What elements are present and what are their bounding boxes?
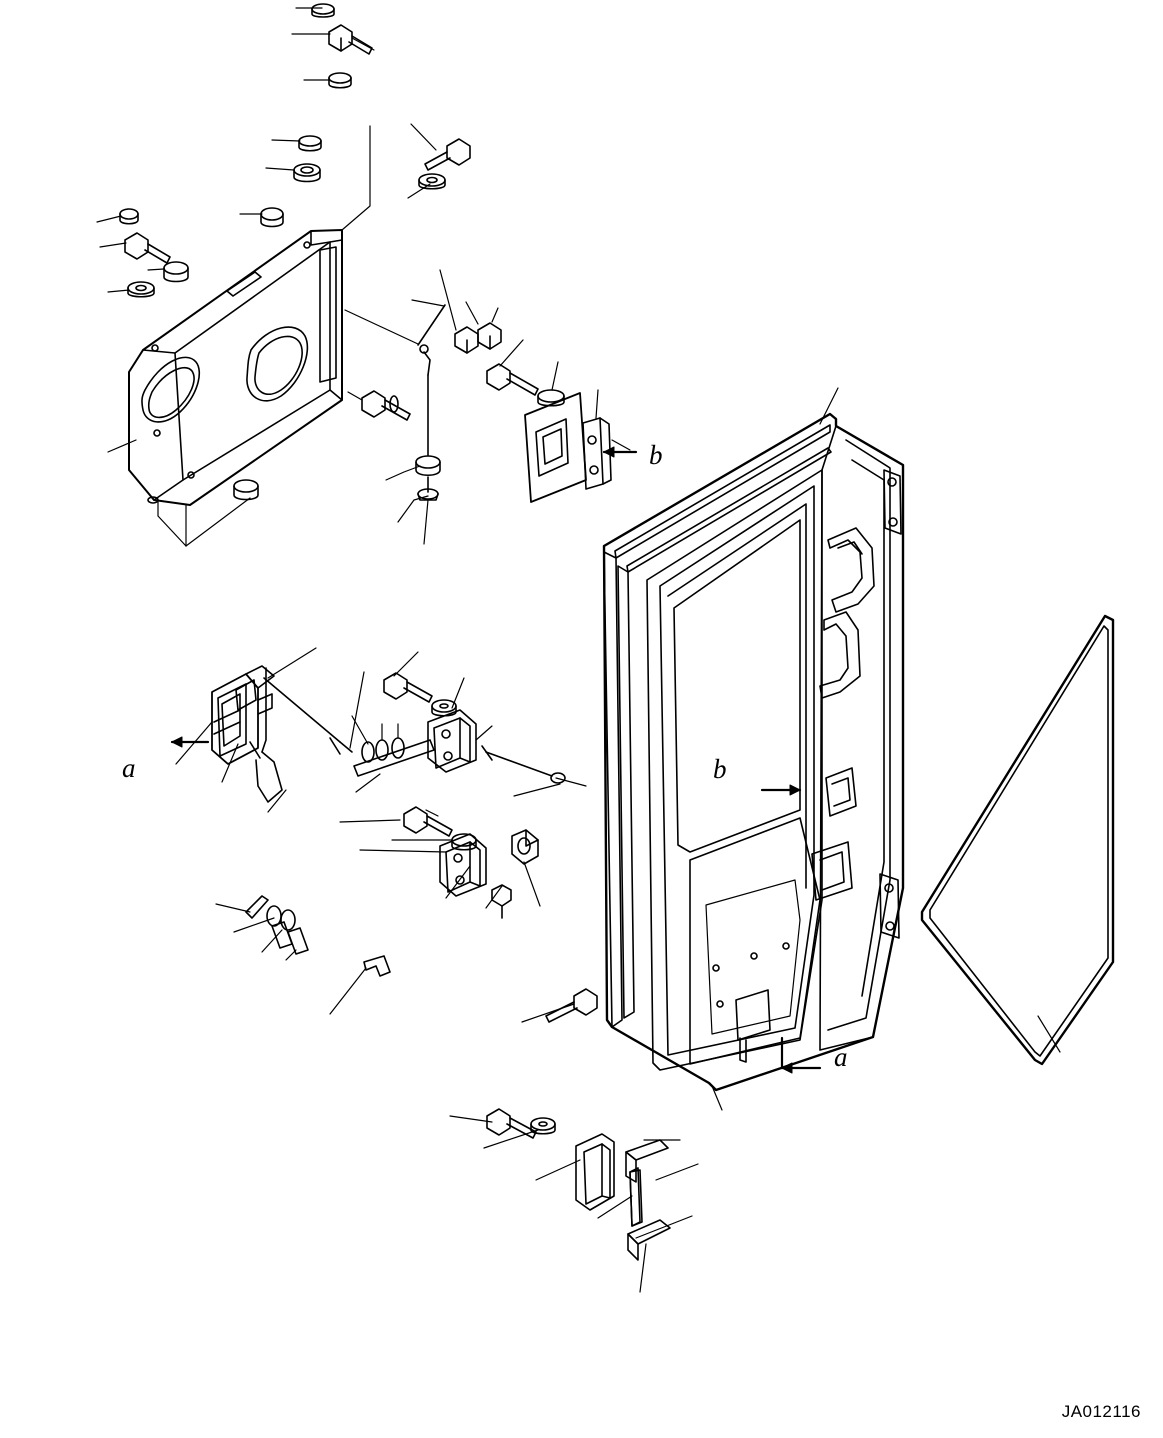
latch-striker-group (362, 305, 611, 502)
grommet-group-upper (120, 4, 351, 503)
figure-code: JA012116 (1061, 1402, 1141, 1421)
section-marker-a-right: a (834, 1042, 848, 1072)
hinge-bracket-group (246, 673, 597, 1022)
lower-bracket-group (487, 1109, 670, 1260)
section-marker-a-left: a (122, 753, 136, 783)
door-frame-with-handle (604, 414, 903, 1090)
section-marker-b-top: b (649, 440, 663, 470)
upper-window-frame-panel (129, 230, 342, 505)
bolt-group-upper (125, 25, 470, 297)
section-marker-b-mid: b (713, 754, 727, 784)
leader-lines (97, 8, 1060, 1292)
window-glass-pane (922, 616, 1113, 1064)
